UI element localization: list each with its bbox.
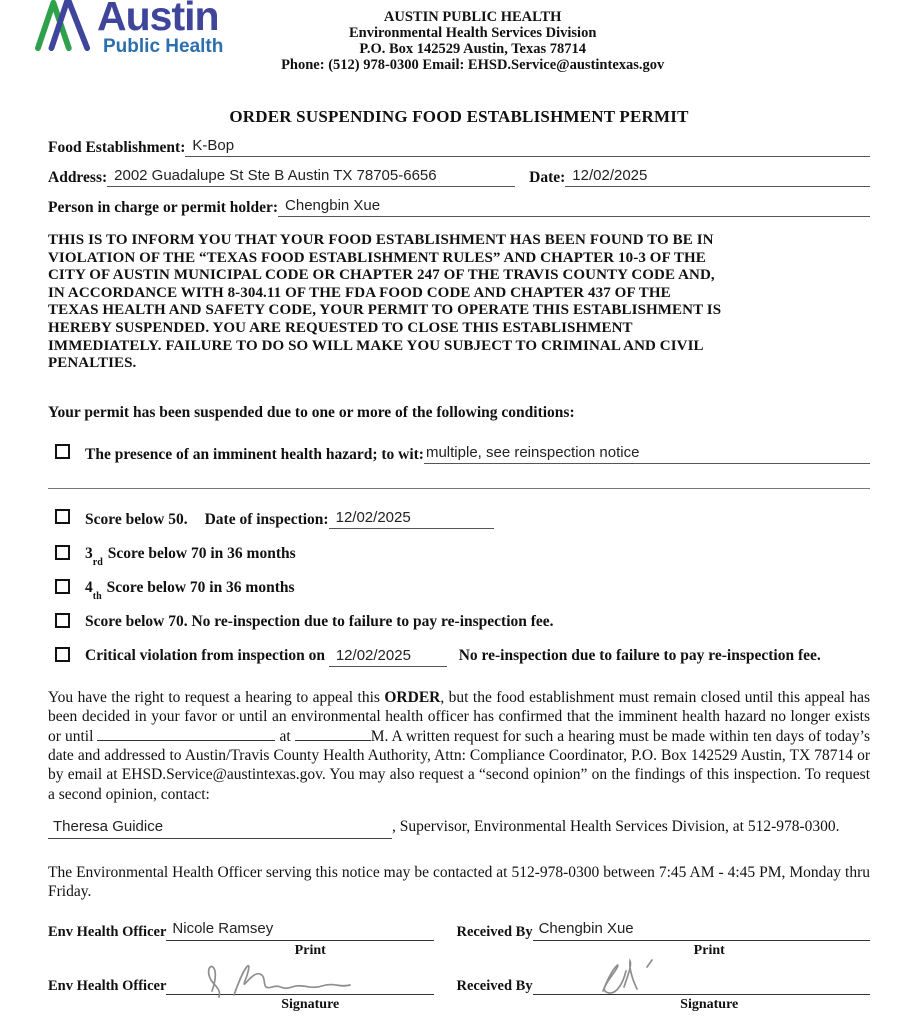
notice-line: PENALTIES. [48,355,137,372]
letterhead [48,0,870,92]
address-field[interactable]: 2002 Guadalupe St Ste B Austin TX 78705-6656 [107,166,515,187]
imminent-hazard-field[interactable]: multiple, see reinspection notice [424,443,870,464]
signature-block [48,920,870,1013]
checkbox-fourth-score[interactable] [55,579,70,594]
appeal-text: at [275,727,295,745]
agency-name: AUSTIN PUBLIC HEALTH [383,9,562,25]
signature-caption: Signature [281,997,340,1013]
logo-word-austin: Austin [97,0,219,39]
suspension-notice-paragraph [48,232,870,373]
second-opinion-contact [48,817,870,838]
address-label: Address: [48,169,108,186]
third-score-prefix: 3 [85,544,93,562]
notice-line: VIOLATION OF THE “TEXAS FOOD ESTABLISHMENT RULES” AND CHAPTER 10-3 OF THE [48,249,706,266]
agency-po-box: P.O. Box 142529 Austin, Texas 78714 [359,41,587,57]
person-in-charge-label: Person in charge or permit holder: [48,199,279,216]
received-print-row [456,920,870,941]
officer-print-row [48,920,434,941]
received-signature-field[interactable] [533,974,870,995]
print-caption: Print [294,943,326,959]
conditions-intro: Your permit has been suspended due to one or more of the following conditions: [48,403,575,421]
critical-violation-label-after: No re-inspection due to failure to pay re-inspection fee. [458,646,821,664]
fourth-score-label: Score below 70 in 36 months [106,578,295,596]
appeal-text: , but the food establishment must remain closed until this appeal has been decided in your favor or until an environmental health officer has confirmed that the imminent health hazard no longer exists or until [48,688,871,745]
officer-label: Env Health Officer [48,924,167,941]
notice-line: TEXAS HEALTH AND SAFETY CODE, YOUR PERMIT TO OPERATE THIS ESTABLISHMENT IS [48,302,722,319]
document-title: ORDER SUSPENDING FOOD ESTABLISHMENT PERMIT [229,107,689,126]
imminent-hazard-label: The presence of an imminent health hazard; to wit: [85,445,424,463]
condition-row-score-below-70 [48,612,870,631]
critical-violation-date-field[interactable]: 12/02/2025 [329,646,447,667]
signature-caption: Signature [680,997,739,1013]
officer-signature-scribble [198,957,388,1001]
appeal-rights-paragraph [48,688,870,804]
received-signature-scribble [591,955,711,1001]
logo-wordmark [97,0,223,58]
address-row [48,166,870,187]
person-in-charge-row [48,196,870,217]
hazard-continuation-line[interactable] [48,488,870,489]
third-score-label: Score below 70 in 36 months [107,544,296,562]
notice-line: IN ACCORDANCE WITH 8-304.11 OF THE FDA FOOD CODE AND CHAPTER 437 OF THE [48,284,671,301]
officer-contact-note: The Environmental Health Officer serving this notice may be contacted at 512-978-0300 between 7:45 AM - 4:45 PM, Monday thru Friday. [48,863,870,900]
establishment-label: Food Establishment: [48,139,186,156]
officer-label: Env Health Officer [48,978,167,995]
austin-logo-mark [35,0,93,51]
checkbox-imminent-hazard[interactable] [55,444,70,459]
appeal-text: M. A written request for such a hearing must be made within ten days of today’s date and addressed to Austin/Travis County Health Authority, Attn: Compliance Coordinator, P.O. Box 142529 Austin, TX 78714 or by email at EHSD.Service@austintexas.gov. You may also request a “second opinion” on the findings of this inspection. To request a second opinion, contact: [48,727,870,803]
print-caption: Print [693,943,725,959]
checkbox-third-score[interactable] [55,545,70,560]
establishment-row [48,136,870,157]
date-field[interactable]: 12/02/2025 [565,166,870,187]
condition-row-score-below-50 [48,508,870,529]
officer-signature-column [48,920,434,1013]
agency-division: Environmental Health Services Division [348,25,597,41]
person-in-charge-field[interactable]: Chengbin Xue [278,196,870,217]
notice-line: IMMEDIATELY. FAILURE TO DO SO WILL MAKE YOU SUBJECT TO CRIMINAL AND CIVIL [48,337,704,354]
received-by-label: Received By [456,924,533,941]
condition-row-imminent-hazard [48,443,870,464]
score-below-50-label: Score below 50. [85,510,188,528]
appeal-text: You have the right to request a hearing to appeal this [48,688,385,706]
logo-word-public-health: Public Health [103,36,224,58]
inspection-date-field[interactable]: 12/02/2025 [329,508,494,529]
supervisor-name-field[interactable]: Theresa Guidice [48,817,392,838]
condition-row-third-score: 3 rd Score below 70 in 36 months [48,544,870,563]
officer-print-field[interactable]: Nicole Ramsey [166,920,434,941]
agency-phone-email: Phone: (512) 978-0300 Email: EHSD.Service@austintexas.gov [281,57,665,73]
date-label: Date: [529,169,566,186]
checkbox-critical-violation[interactable] [55,647,70,662]
checkbox-score-below-70[interactable] [55,613,70,628]
fourth-score-prefix: 4 [85,578,93,596]
notice-line: HEREBY SUSPENDED. YOU ARE REQUESTED TO CLOSE THIS ESTABLISHMENT [48,319,633,336]
condition-row-fourth-score: 4 th Score below 70 in 36 months [48,578,870,597]
received-signature-column [456,920,870,1013]
supervisor-phone: 512-978-0300. [747,818,840,836]
critical-violation-label-before: Critical violation from inspection on [85,646,325,664]
agency-address-block [223,0,722,73]
received-print-field[interactable]: Chengbin Xue [533,920,870,941]
austin-public-health-logo [35,0,223,58]
hearing-date-blank[interactable] [97,727,275,741]
received-signature-row [456,974,870,995]
officer-signature-row [48,974,434,995]
date-of-inspection-label: Date of inspection: [204,510,329,528]
order-bold-word: ORDER [384,688,441,706]
officer-signature-field[interactable] [166,974,434,995]
establishment-field[interactable]: K-Bop [185,136,870,157]
supervisor-title-text: , Supervisor, Environmental Health Services Division, at [392,818,744,836]
received-by-label: Received By [456,978,533,995]
notice-line: THIS IS TO INFORM YOU THAT YOUR FOOD ESTABLISHMENT HAS BEEN FOUND TO BE IN [48,232,714,248]
hearing-time-blank[interactable] [295,727,371,741]
score-below-70-label: Score below 70. No re-inspection due to failure to pay re-inspection fee. [85,612,554,630]
notice-line: CITY OF AUSTIN MUNICIPAL CODE OR CHAPTER 247 OF THE TRAVIS COUNTY CODE AND, [48,267,715,284]
condition-row-critical-violation [48,646,870,667]
checkbox-score-below-50[interactable] [55,509,70,524]
